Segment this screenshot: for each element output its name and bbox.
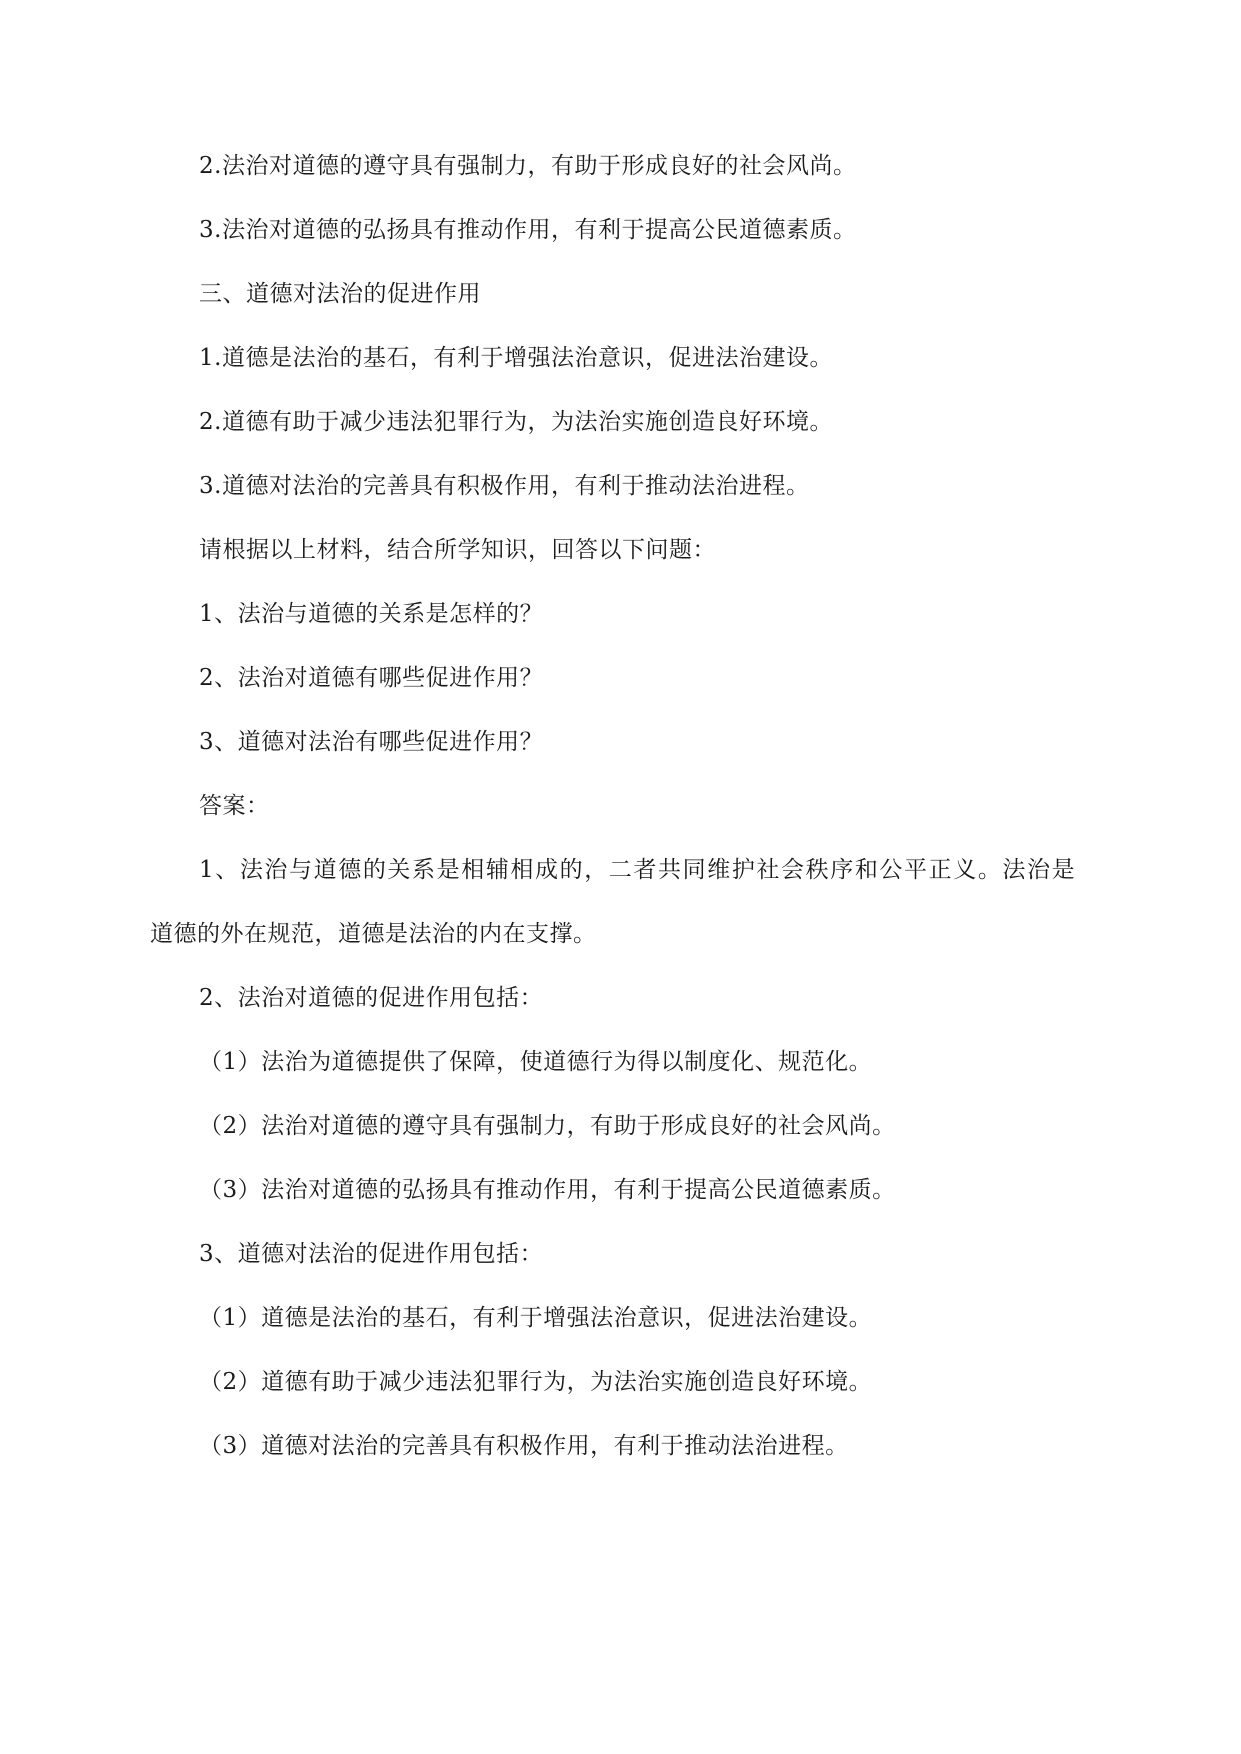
section-heading: 三、道德对法治的促进作用 (199, 281, 481, 307)
answer-list-item: （2）道德有助于减少违法犯罪行为，为法治实施创造良好环境。 (199, 1369, 873, 1395)
answer-list-item: （3）道德对法治的完善具有积极作用，有利于推动法治进程。 (199, 1433, 849, 1459)
question-prompt: 请根据以上材料，结合所学知识，回答以下问题： (199, 537, 716, 563)
answer-heading: 答案： (199, 793, 270, 819)
answer-paragraph-line: 1、法治与道德的关系是相辅相成的，二者共同维护社会秩序和公平正义。法治是 (199, 857, 1077, 883)
paragraph-line: 3.法治对道德的弘扬具有推动作用，有利于提高公民道德素质。 (199, 217, 857, 243)
answer-list-item: （1）道德是法治的基石，有利于增强法治意识，促进法治建设。 (199, 1305, 873, 1331)
question-item: 3、道德对法治有哪些促进作用？ (199, 729, 544, 755)
answer-list-item: （3）法治对道德的弘扬具有推动作用，有利于提高公民道德素质。 (199, 1177, 896, 1203)
answer-heading: 2、法治对道德的促进作用包括： (199, 985, 544, 1011)
paragraph-line: 2.道德有助于减少违法犯罪行为，为法治实施创造良好环境。 (199, 409, 833, 435)
question-item: 2、法治对道德有哪些促进作用？ (199, 665, 544, 691)
paragraph-line: 3.道德对法治的完善具有积极作用，有利于推动法治进程。 (199, 473, 810, 499)
paragraph-line: 2.法治对道德的遵守具有强制力，有助于形成良好的社会风尚。 (199, 153, 857, 179)
answer-list-item: （2）法治对道德的遵守具有强制力，有助于形成良好的社会风尚。 (199, 1113, 896, 1139)
question-item: 1、法治与道德的关系是怎样的？ (199, 601, 544, 627)
answer-heading: 3、道德对法治的促进作用包括： (199, 1241, 544, 1267)
answer-paragraph-line: 道德的外在规范，道德是法治的内在支撑。 (150, 921, 597, 947)
answer-list-item: （1）法治为道德提供了保障，使道德行为得以制度化、规范化。 (199, 1049, 873, 1075)
paragraph-line: 1.道德是法治的基石，有利于增强法治意识，促进法治建设。 (199, 345, 833, 371)
